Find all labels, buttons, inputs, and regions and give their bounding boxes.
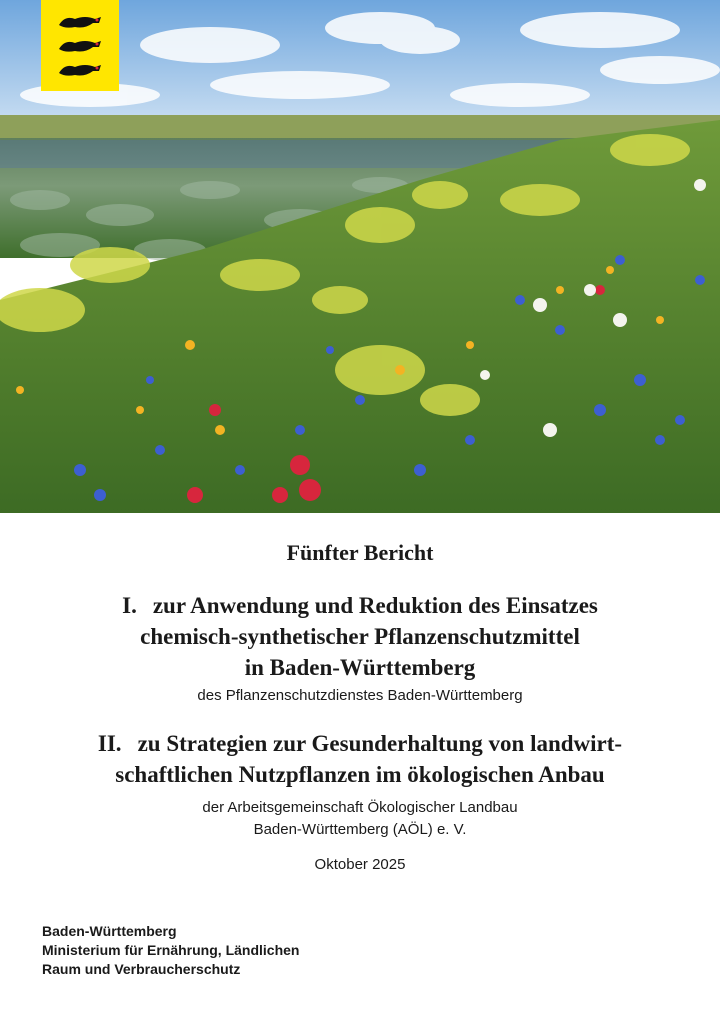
publisher-line: Ministerium für Ernährung, Ländlichen: [42, 942, 300, 958]
section-line: zur Anwendung und Reduktion des Einsatzes: [152, 593, 598, 618]
report-title: Fünfter Bericht: [286, 540, 434, 565]
section-number: II.: [97, 731, 122, 756]
subtitle-line: der Arbeitsgemeinschaft Ökologischer Landbau: [202, 799, 518, 816]
section-one-subtitle: des Pflanzenschutzdienstes Baden-Württemberg: [197, 687, 523, 704]
lion-icon: [55, 35, 105, 57]
lion-icon: [55, 11, 105, 33]
section-line: schaftlichen Nutzpflanzen im ökologischen Anbau: [115, 762, 605, 787]
lion-icon: [55, 59, 105, 81]
subtitle-line: Baden-Württemberg (AÖL) e. V.: [253, 821, 467, 838]
publisher-line: Raum und Verbraucherschutz: [42, 961, 241, 977]
section-two-subtitle: [0, 797, 720, 841]
section-one-heading: [0, 590, 720, 683]
publisher-block: [42, 922, 299, 979]
section-line: chemisch-synthetischer Pflanzenschutzmittel: [140, 624, 580, 649]
section-line: in Baden-Württemberg: [244, 655, 476, 680]
publisher-line: Baden-Württemberg: [42, 923, 177, 939]
publication-date: Oktober 2025: [314, 856, 406, 873]
section-number: I.: [122, 593, 137, 618]
section-line: zu Strategien zur Gesunderhaltung von landwirt-: [137, 731, 623, 756]
section-two-heading: [0, 728, 720, 790]
three-lions-crest: [41, 0, 119, 91]
